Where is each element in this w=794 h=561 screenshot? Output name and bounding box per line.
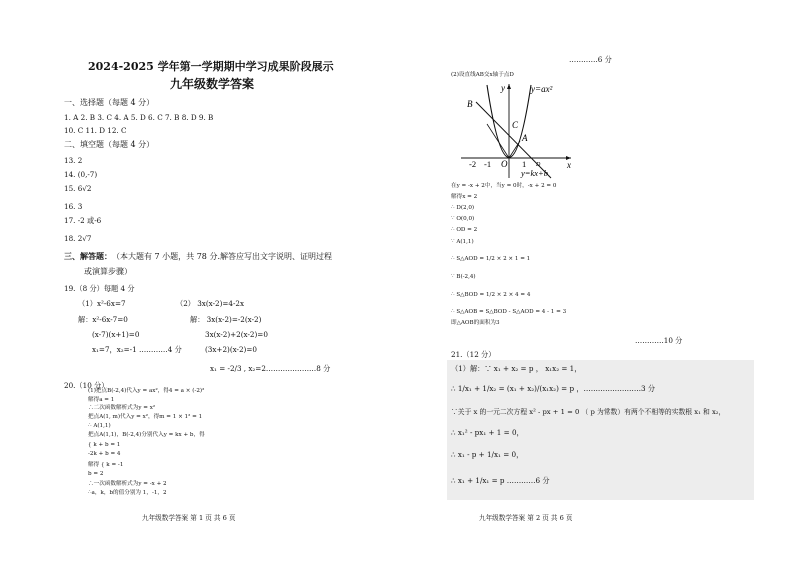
area-line-6: ∵ A(1,1) [451,239,474,245]
tick-label-neg1: -1 [484,159,492,169]
line-equation-label: y=kx+b [521,168,549,178]
q21-line-2: ∴ 1/x₁ + 1/x₂ = (x₁ + x₂)/(x₁x₂) = p ，……………………3 分 [451,384,656,393]
q19-left-step2: (x-7)(x+1)=0 [92,330,140,339]
exam-title: 2024-2025 学年第一学期期中学习成果阶段展示 [88,60,334,73]
choice-answers-row1: 1. A 2. B 3. C 4. A 5. D 6. C 7. B 8. D 9. B [64,113,214,122]
q20-line-8: -2k + b = 4 [88,451,121,457]
area-line-8: ∵ B(-2,4) [451,274,476,280]
graph-y-label: y [501,83,505,93]
section-choice-heading: 一、选择题（每题 4 分） [64,98,155,107]
area-line-3: ∴ D(2,0) [451,205,475,211]
origin-label: O [501,159,508,169]
q19-right-step3: (3x+2)(x-2)=0 [205,345,257,354]
section-solve-instructions-2: 或演算步骤） [84,267,132,276]
q19-right-step1: 解： 3x(x-2)=-2(x-2) [190,315,262,324]
point-d-label: D [536,162,541,168]
parabola-equation-label: y=ax² [531,84,553,94]
section-solve-instructions: （本大题有 7 小题，共 78 分.解答应写出文字说明、证明过程 [112,252,332,261]
graph-x-label: x [567,160,571,170]
fill-answer-16: 16. 3 [64,202,83,211]
fill-answer-17: 17. -2 或-6 [64,216,102,225]
area-line-4: ∵ O(0,0) [451,216,475,222]
q19-part2: （2） 3x(x-2)=4-2x [176,299,245,308]
fill-answer-15: 15. 6√2 [64,184,92,193]
section-solve-heading: 三、解答题： [64,251,112,261]
page-1-footer: 九年级数学答案 第 1 页 共 6 页 [142,514,236,522]
q20-line-7: { k + b = 1 [88,442,121,448]
q21-line-3: ∵关于 x 的一元二次方程 x² - px + 1 = 0 （ p 为常数）有两个不相等的实数根 x₁ 和 x₂， [451,408,726,416]
q20-line-5: ∴ A(1,1) [88,423,111,429]
choice-answers-row2: 10. C 11. D 12. C [64,126,127,135]
q20-part2-intro: (2)设直线AB交x轴于点D [451,72,514,78]
fill-answer-13: 13. 2 [64,156,83,165]
q19-right-step4: x₁ = -2/3 , x₂=2…………………8 分 [210,364,331,373]
q21-line-5: ∴ x₁ - p + 1/x₁ = 0， [451,450,524,459]
area-line-5: ∴ OD = 2 [451,227,478,233]
q19-right-step2: 3x(x-2)+2(x-2)=0 [205,330,268,339]
fill-answer-18: 18. 2√7 [64,234,92,243]
q19-part1: （1）x²-6x=7 [78,299,126,308]
q21-line-1: （1）解：∵ x₁ + x₂ = p ， x₁x₂ = 1， [451,364,582,373]
q20-line-9: 解得 { k = -1 [88,462,124,468]
q21-line-4: ∴ x₁² - px₁ + 1 = 0， [451,428,524,437]
score-10: …………10 分 [635,336,683,345]
segment-ob [487,124,509,158]
answer-subtitle: 九年级数学答案 [170,77,255,91]
point-a-label: A [522,133,528,143]
area-line-2: 解得x = 2 [451,194,478,200]
tick-label-1: 1 [522,159,527,169]
q20-line-12: ∴a，k，b的值分别为 1，-1，2 [88,490,167,496]
point-b-label: B [467,99,473,109]
q19-left-step1: 解：x²-6x-7=0 [78,315,128,324]
q20-line-3: ∴二次函数解析式为y = x² [88,405,156,411]
area-line-9: ∴ S△BOD = 1/2 × 2 × 4 = 4 [451,292,531,298]
area-line-10: ∴ S△AOB = S△BOD - S△AOD = 4 - 1 = 3 [451,309,567,315]
q20-heading: 20.（10 分） [64,381,109,390]
q19-left-step3: x₁=7，x₂=-1 …………4 分 [92,345,182,354]
segment-oa [509,141,520,158]
answer-page-2 [397,0,794,561]
y-axis-arrow [507,84,511,89]
parabola-line-graph [459,80,579,180]
q20-line-2: 解得a = 1 [88,397,115,403]
q20-line-4: 把点A(1, m)代入y = x²，得m = 1 × 1² = 1 [88,414,203,420]
q21-heading: 21.（12 分） [451,350,496,359]
q20-line-11: ∴一次函数解析式为y = -x + 2 [88,481,167,487]
section-fill-heading: 二、填空题（每题 4 分） [64,140,155,149]
score-6-top: …………6 分 [569,55,612,64]
point-c-label: C [512,120,519,130]
area-line-11: 即△AOB的面积为3 [451,320,500,326]
q19-heading: 19.（8 分）每题 4 分 [64,284,135,293]
area-line-1: 在y = -x + 2中，当y = 0时，-x + 2 = 0 [451,183,557,189]
tick-label-neg2: -2 [469,159,477,169]
q20-line-6: 把点A(1,1)，B(-2,4)分别代入y = kx + b，得 [88,432,205,438]
q20-line-1: (1)把点B(-2,4)代入y = ax²，得4 = a × (-2)² [88,388,205,394]
q20-line-10: b = 2 [88,471,104,477]
q21-line-6: ∴ x₁ + 1/x₁ = p …………6 分 [451,476,550,485]
fill-answer-14: 14. (0,-7) [64,170,98,179]
area-line-7: ∴ S△AOD = 1/2 × 2 × 1 = 1 [451,256,531,262]
page-2-footer: 九年级数学答案 第 2 页 共 6 页 [479,514,573,522]
